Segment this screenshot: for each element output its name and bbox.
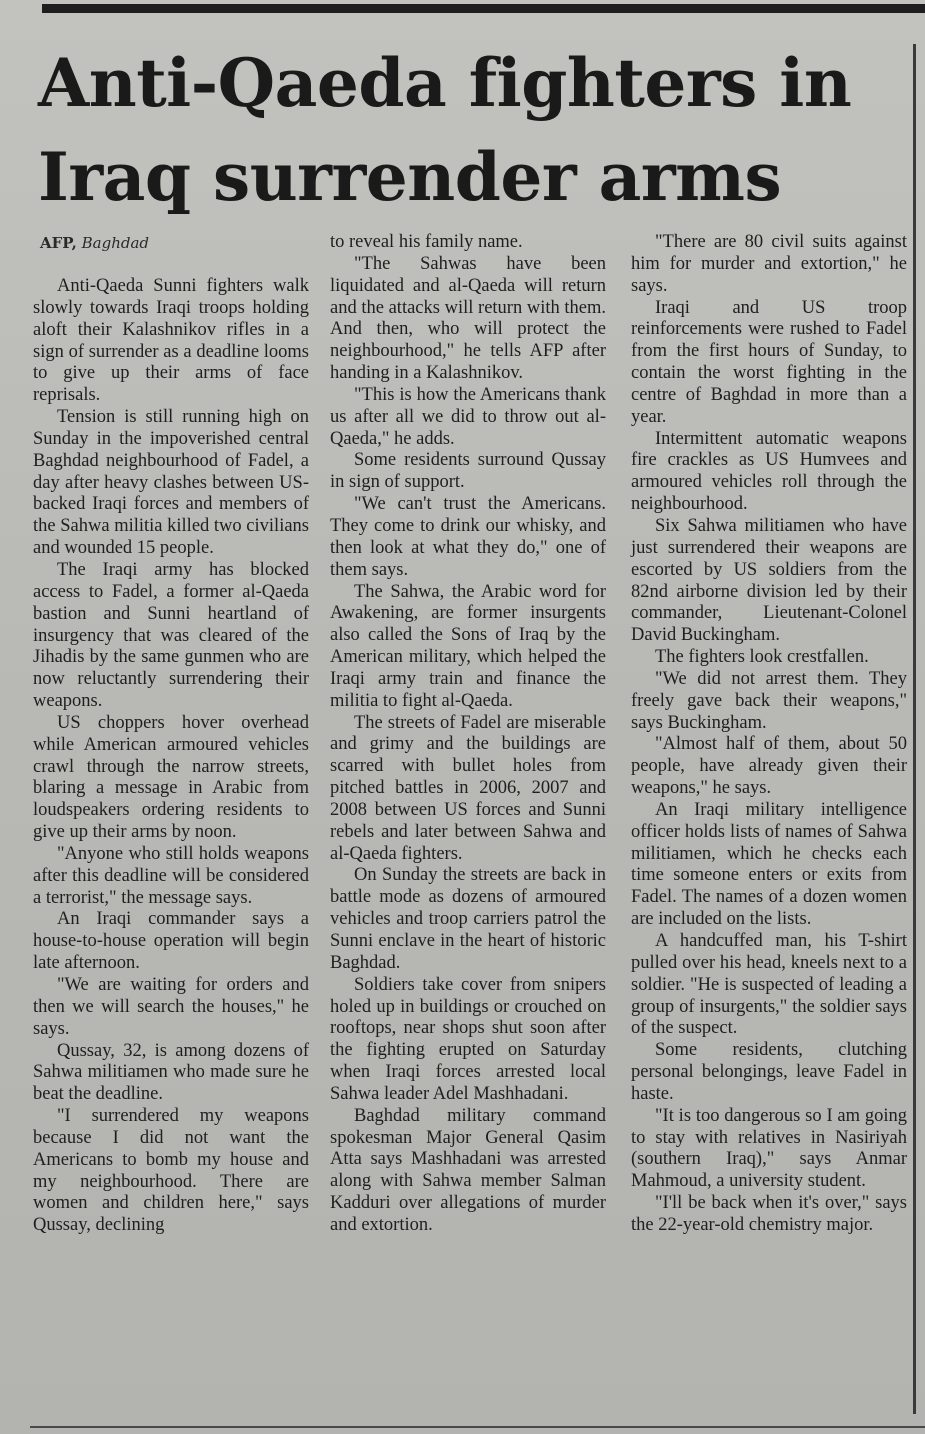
paragraph: "I'll be back when it's over," says the 22-year-old chemistry major. (631, 1193, 907, 1235)
paragraph: "We did not arrest them. They freely gave back their weapons," says Buckingham. (631, 668, 907, 733)
article-column-3 (631, 232, 907, 1237)
paragraph: "The Sahwas have been liquidated and al-Qaeda will return and the attacks will return with them. And then, who will protect the neighbourhood," he tells AFP after handing in a Kalashnikov. (330, 253, 606, 384)
paragraph: Some residents, clutching personal belongings, leave Fadel in haste. (631, 1040, 907, 1104)
paragraph: Some residents surround Qussay in sign of support. (330, 450, 606, 493)
paragraph: "Almost half of them, about 50 people, have already given their weapons," he says. (631, 734, 907, 799)
article-column-2 (330, 232, 606, 1237)
paragraph: "We can't trust the Americans. They come to drink our whisky, and then look at what they do," one of them says. (330, 494, 606, 580)
paragraph: The streets of Fadel are miserable and grimy and the buildings are scarred with bullet holes from pitched battles in 2006, 2007 and 2008 between US forces and Sunni rebels and later between Sahwa and al-Qaeda fighters. (330, 712, 606, 864)
paragraph: Six Sahwa militiamen who have just surrendered their weapons are escorted by US soldiers from the 82nd airborne division led by their commander, Lieutenant-Colonel David Buckingham. (631, 515, 907, 646)
paragraph: Soldiers take cover from snipers holed up in buildings or crouched on rooftops, near shops shut soon after the fighting erupted on Saturday when Iraqi forces arrested local Sahwa leader Adel Mashhadani. (330, 974, 606, 1104)
paragraph: "It is too dangerous so I am going to stay with relatives in Nasiriyah (southern Iraq)," says Anmar Mahmoud, a university student. (631, 1105, 907, 1192)
paragraph: The Sahwa, the Arabic word for Awakening, are former insurgents also called the Sons of Iraq by the American military, which helped the Iraqi army train and finance the militia to fight al-Qaeda. (330, 581, 606, 711)
paragraph: "There are 80 civil suits against him for murder and extortion," he says. (631, 232, 907, 296)
paragraph: Anti-Qaeda Sunni fighters walk slowly towards Iraqi troops holding aloft their Kalashnikov rifles in a sign of surrender as a deadline looms to give up their arms of face reprisals. (33, 276, 309, 406)
byline-place: Baghdad (81, 234, 150, 252)
paragraph: "Anyone who still holds weapons after this deadline will be considered a terrorist," the message says. (33, 843, 309, 908)
headline: Anti-Qaeda fighters in Iraq surrender arms (38, 44, 852, 216)
paragraph: An Iraqi commander says a house-to-house operation will begin late afternoon. (33, 909, 309, 974)
paragraph: "This is how the Americans thank us after all we did to throw out al-Qaeda," he adds. (330, 384, 606, 449)
paragraph: Tension is still running high on Sunday in the impoverished central Baghdad neighbourhood of Fadel, a day after heavy clashes between US-backed Iraqi forces and members of the Sahwa militia killed two civilians and wounded 15 people. (33, 407, 309, 559)
paragraph-continuation: to reveal his family name. (330, 232, 523, 252)
paragraph: Qussay, 32, is among dozens of Sahwa militiamen who made sure he beat the deadline. (33, 1040, 309, 1105)
byline-agency: AFP, (40, 234, 77, 252)
paragraph: A handcuffed man, his T-shirt pulled over his head, kneels next to a soldier. "He is suspected of leading a group of insurgents," the soldier says of the suspect. (631, 931, 907, 1039)
paragraph: "We are waiting for orders and then we will search the houses," he says. (33, 975, 309, 1039)
paragraph: Iraqi and US troop reinforcements were rushed to Fadel from the first hours of Sunday, to contain the worst fighting in the centre of Baghdad in more than a year. (631, 297, 907, 427)
paragraph: Intermittent automatic weapons fire crackles as US Humvees and armoured vehicles roll through the neighbourhood. (631, 428, 907, 515)
bottom-rule (30, 1426, 925, 1428)
paragraph: An Iraqi military intelligence officer holds lists of names of Sahwa militiamen, which he checks each time someone enters or exits from Fadel. The names of a dozen women are included on the lists. (631, 799, 907, 930)
paragraph: On Sunday the streets are back in battle mode as dozens of armoured vehicles and troop carriers patrol the Sunni enclave in the heart of historic Baghdad. (330, 865, 606, 973)
paragraph: Baghdad military command spokesman Major General Qasim Atta says Mashhadani was arrested along with Sahwa member Salman Kadduri over allegations of murder and extortion. (330, 1105, 606, 1235)
article-column-1 (33, 276, 309, 1237)
right-column-rule (913, 44, 916, 1414)
paragraph: "I surrendered my weapons because I did not want the Americans to bomb my house and my neighbourhood. There are women and children here," says Qussay, declining (33, 1106, 309, 1236)
paragraph: The Iraqi army has blocked access to Fadel, a former al-Qaeda bastion and Sunni heartland of insurgency that was cleared of the Jihadis by the same gunmen who are now reluctantly surrendering their weapons. (33, 559, 309, 712)
byline (40, 232, 149, 254)
paragraph: US choppers hover overhead while American armoured vehicles crawl through the narrow streets, blaring a message in Arabic from loudspeakers ordering residents to give up their arms by noon. (33, 712, 309, 843)
paragraph: The fighters look crestfallen. (655, 647, 869, 668)
top-rule (42, 4, 925, 13)
